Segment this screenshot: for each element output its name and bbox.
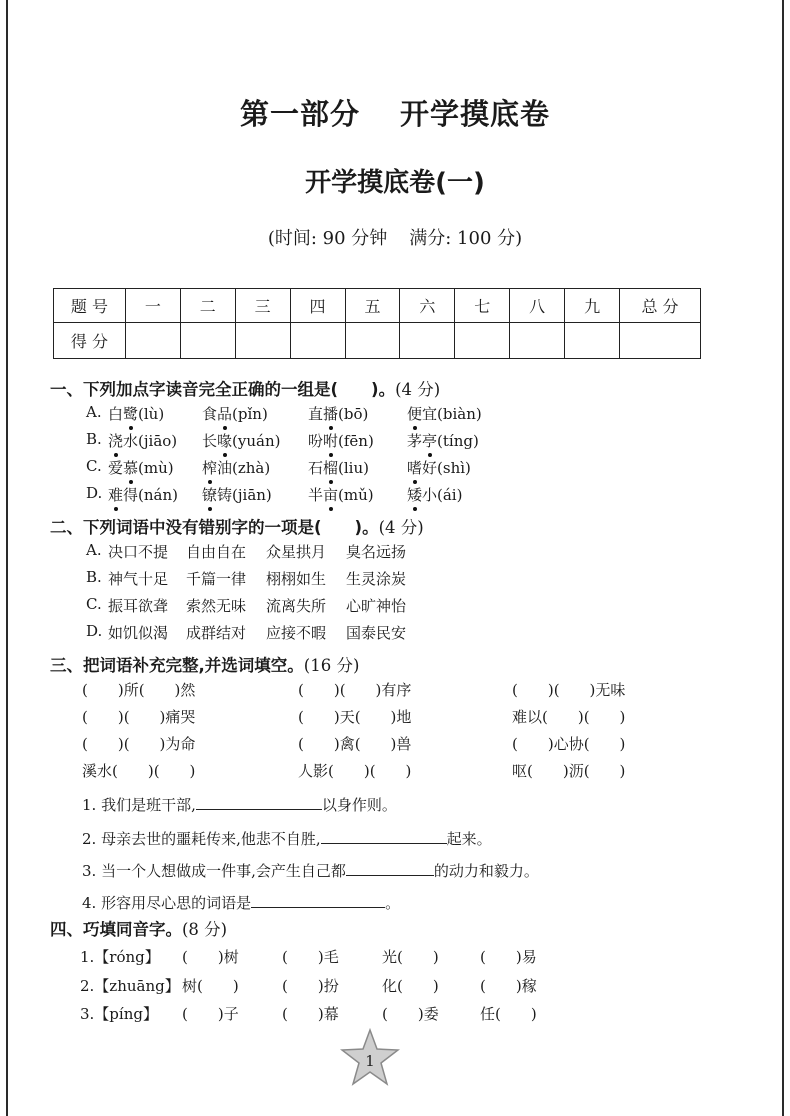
q2-option-word: 决口不提 — [108, 543, 169, 561]
dotted-character: 慕 — [123, 459, 139, 477]
sentence-text: 4. 形容用尽心思的词语是 — [82, 894, 252, 912]
q4-points: (8 分) — [182, 920, 228, 939]
word-suffix: (liu) — [338, 459, 369, 477]
word-suffix: (yuán) — [232, 432, 281, 450]
score-cell[interactable] — [510, 323, 565, 359]
q1-points: (4 分) — [395, 380, 441, 399]
q4-homophone-blank[interactable]: ( )委 — [382, 1005, 439, 1023]
q1-option-word — [407, 430, 479, 451]
word-suffix: 水(jiāo) — [123, 432, 178, 450]
q1-option-word — [202, 484, 272, 505]
q1-option-word — [407, 457, 471, 478]
dotted-character: 榴 — [323, 459, 339, 477]
q2-option-word: 臭名远扬 — [346, 543, 407, 561]
q4-homophone-blank[interactable]: 光( ) — [382, 948, 439, 966]
q2-option-word: 栩栩如生 — [266, 570, 327, 588]
q2-option-word: 自由自在 — [186, 543, 247, 561]
dotted-character: 镣 — [202, 486, 218, 504]
word-suffix: (lù) — [138, 405, 165, 423]
q2-option-label: C. — [86, 595, 102, 613]
q1-option-word — [108, 430, 177, 451]
q3-idiom-blank[interactable]: ( )( )痛哭 — [82, 708, 196, 726]
q2-option-label: B. — [86, 568, 102, 586]
q1-option-word — [108, 403, 164, 424]
word-suffix: 小(ái) — [422, 486, 463, 504]
q2-option-word: 流离失所 — [266, 597, 327, 615]
q2-option-label: A. — [86, 541, 102, 559]
dotted-character: 榨 — [202, 459, 218, 477]
q2-option-word: 众星拱月 — [266, 543, 327, 561]
q1-option-word — [108, 457, 174, 478]
sentence-text: 。 — [385, 894, 401, 912]
q4-title: 四、巧填同音字。 — [50, 920, 182, 939]
q1-option-word — [407, 484, 462, 505]
score-header-cell: 八 — [510, 289, 565, 323]
word-prefix: 食 — [202, 405, 218, 423]
dotted-character: 鹭 — [123, 405, 139, 423]
word-prefix: 白 — [108, 405, 124, 423]
part-title — [0, 92, 790, 133]
score-row-label: 得 分 — [54, 323, 126, 359]
score-cell[interactable] — [125, 323, 180, 359]
q2-option-word: 索然无味 — [186, 597, 247, 615]
q3-sentence — [82, 828, 492, 849]
q4-homophone-blank[interactable]: ( )毛 — [282, 948, 339, 966]
q3-idiom-blank[interactable]: ( )( )为命 — [82, 735, 196, 753]
word-suffix: (bō) — [338, 405, 369, 423]
word-suffix: (fēn) — [338, 432, 374, 450]
word-suffix: 宜(biàn) — [422, 405, 482, 423]
q4-homophone-blank[interactable]: ( )易 — [480, 948, 537, 966]
score-cell[interactable] — [620, 323, 701, 359]
score-table-score-row — [54, 323, 701, 359]
score-header-cell: 题 号 — [54, 289, 126, 323]
q4-homophone-blank[interactable]: 任( ) — [480, 1005, 537, 1023]
score-header-cell: 六 — [400, 289, 455, 323]
score-cell[interactable] — [400, 323, 455, 359]
sentence-text: 起来。 — [446, 830, 492, 848]
q4-homophone-blank[interactable]: 树( ) — [182, 977, 239, 995]
word-suffix: 好(shì) — [422, 459, 471, 477]
page-number: 1 — [365, 1052, 375, 1070]
dotted-character: 亭 — [422, 432, 438, 450]
q3-idiom-blank[interactable]: ( )所( )然 — [82, 681, 196, 699]
word-prefix: 直 — [308, 405, 324, 423]
q1-option-word — [308, 430, 374, 451]
q2-option-word: 千篇一律 — [186, 570, 247, 588]
sentence-text: 以身作则。 — [321, 796, 397, 814]
q3-sentence — [82, 860, 539, 881]
q2-option-word: 如饥似渴 — [108, 624, 169, 642]
dotted-character: 难 — [108, 486, 124, 504]
q3-idiom-blank[interactable]: ( )( )有序 — [298, 681, 412, 699]
q1-option-word — [202, 430, 280, 451]
score-table — [53, 288, 701, 359]
q2-option-word: 生灵涂炭 — [346, 570, 407, 588]
score-cell[interactable] — [455, 323, 510, 359]
q3-idiom-blank[interactable]: 人影( )( ) — [298, 762, 412, 780]
word-prefix: 长 — [202, 432, 218, 450]
q1-option-word — [108, 484, 178, 505]
word-suffix: (tíng) — [437, 432, 479, 450]
q1-option-label: C. — [86, 457, 102, 475]
answer-blank[interactable] — [196, 794, 322, 810]
q2-option-word: 应接不暇 — [266, 624, 327, 642]
dotted-character: 播 — [323, 405, 339, 423]
time-limit: (时间: 90 分钟 — [267, 228, 388, 249]
score-header-cell: 三 — [235, 289, 290, 323]
word-prefix: 爱 — [108, 459, 124, 477]
dotted-character: 浇 — [108, 432, 124, 450]
q4-pinyin-label: 2.【zhuāng】 — [80, 977, 180, 995]
q2-option-word: 振耳欲聋 — [108, 597, 169, 615]
dotted-character: 嗜 — [407, 459, 423, 477]
q3-idiom-blank[interactable]: ( )天( )地 — [298, 708, 412, 726]
word-suffix: (mù) — [138, 459, 174, 477]
word-prefix: 石 — [308, 459, 324, 477]
score-header-cell: 九 — [565, 289, 620, 323]
word-prefix: 茅 — [407, 432, 423, 450]
score-cell[interactable] — [290, 323, 345, 359]
dotted-character: 矮 — [407, 486, 423, 504]
q4-pinyin-label: 3.【píng】 — [80, 1005, 158, 1023]
q1-option-label: D. — [86, 484, 103, 502]
q3-idiom-blank[interactable]: ( )心协( ) — [512, 735, 626, 753]
q4-homophone-blank[interactable]: ( )幕 — [282, 1005, 339, 1023]
q1-heading — [50, 376, 440, 400]
q3-idiom-blank[interactable]: 溪水( )( ) — [82, 762, 196, 780]
q1-option-word — [202, 457, 270, 478]
q2-option-word: 成群结对 — [186, 624, 247, 642]
q3-idiom-blank[interactable]: ( )禽( )兽 — [298, 735, 412, 753]
dotted-character: 咐 — [323, 432, 339, 450]
q3-sentence — [82, 794, 397, 815]
q3-sentence — [82, 892, 400, 913]
q3-idiom-blank[interactable]: 难以( )( ) — [512, 708, 626, 726]
q3-idiom-blank[interactable]: ( )( )无味 — [512, 681, 626, 699]
q4-homophone-blank[interactable]: ( )稼 — [480, 977, 537, 995]
score-header-cell: 二 — [180, 289, 235, 323]
q2-option-word: 神气十足 — [108, 570, 169, 588]
time-info — [0, 224, 790, 250]
dotted-character: 喙 — [217, 432, 233, 450]
page-number-star-icon — [340, 1028, 400, 1086]
q2-option-label: D. — [86, 622, 103, 640]
q1-option-word — [308, 484, 374, 505]
part-name: 开学摸底卷 — [400, 97, 551, 131]
dotted-character: 便 — [407, 405, 423, 423]
q3-title: 三、把词语补充完整,并选词填空。 — [50, 656, 304, 675]
q2-title: 二、下列词语中没有错别字的一项是( )。 — [50, 518, 379, 537]
word-prefix: 半 — [308, 486, 324, 504]
q2-option-word: 国泰民安 — [346, 624, 407, 642]
word-prefix: 吩 — [308, 432, 324, 450]
word-suffix: 油(zhà) — [217, 459, 271, 477]
sentence-text: 2. 母亲去世的噩耗传来,他悲不自胜, — [82, 830, 321, 848]
score-header-cell: 五 — [345, 289, 400, 323]
sentence-text: 3. 当一个人想做成一件事,会产生自己都 — [82, 862, 346, 880]
score-header-cell: 一 — [125, 289, 180, 323]
q3-heading — [50, 652, 359, 676]
q1-option-label: A. — [86, 403, 102, 421]
full-score: 满分: 100 分) — [409, 228, 523, 249]
sentence-text: 1. 我们是班干部, — [82, 796, 196, 814]
score-cell[interactable] — [180, 323, 235, 359]
answer-blank[interactable] — [251, 892, 385, 908]
part-label: 第一部分 — [239, 97, 360, 131]
q4-homophone-blank[interactable]: ( )子 — [182, 1005, 239, 1023]
q2-heading — [50, 514, 424, 538]
exam-subtitle: 开学摸底卷(一) — [305, 168, 485, 198]
q1-title: 一、下列加点字读音完全正确的一组是( )。 — [50, 380, 396, 399]
q4-homophone-blank[interactable]: 化( ) — [382, 977, 439, 995]
score-header-cell: 七 — [455, 289, 510, 323]
q3-points: (16 分) — [303, 656, 360, 675]
q4-homophone-blank[interactable]: ( )扮 — [282, 977, 339, 995]
dotted-character: 品 — [217, 405, 233, 423]
answer-blank[interactable] — [321, 828, 447, 844]
word-suffix: 铸(jiān) — [217, 486, 272, 504]
answer-blank[interactable] — [346, 860, 434, 876]
score-table-header-row — [54, 289, 701, 323]
q1-option-label: B. — [86, 430, 102, 448]
score-cell[interactable] — [345, 323, 400, 359]
word-suffix: (pǐn) — [232, 405, 268, 423]
q4-pinyin-label: 1.【róng】 — [80, 948, 160, 966]
score-cell[interactable] — [235, 323, 290, 359]
word-suffix: (mǔ) — [338, 486, 374, 504]
word-suffix: 得(nán) — [123, 486, 178, 504]
q3-idiom-blank[interactable]: 呕( )沥( ) — [512, 762, 626, 780]
q1-option-word — [407, 403, 482, 424]
q1-option-word — [202, 403, 268, 424]
sentence-text: 的动力和毅力。 — [433, 862, 539, 880]
score-header-cell: 四 — [290, 289, 345, 323]
q2-points: (4 分) — [378, 518, 424, 537]
q4-heading — [50, 916, 227, 940]
q1-option-word — [308, 457, 369, 478]
dotted-character: 亩 — [323, 486, 339, 504]
score-cell[interactable] — [565, 323, 620, 359]
q2-option-word: 心旷神怡 — [346, 597, 407, 615]
score-header-cell: 总 分 — [620, 289, 701, 323]
q4-homophone-blank[interactable]: ( )树 — [182, 948, 239, 966]
q1-option-word — [308, 403, 368, 424]
